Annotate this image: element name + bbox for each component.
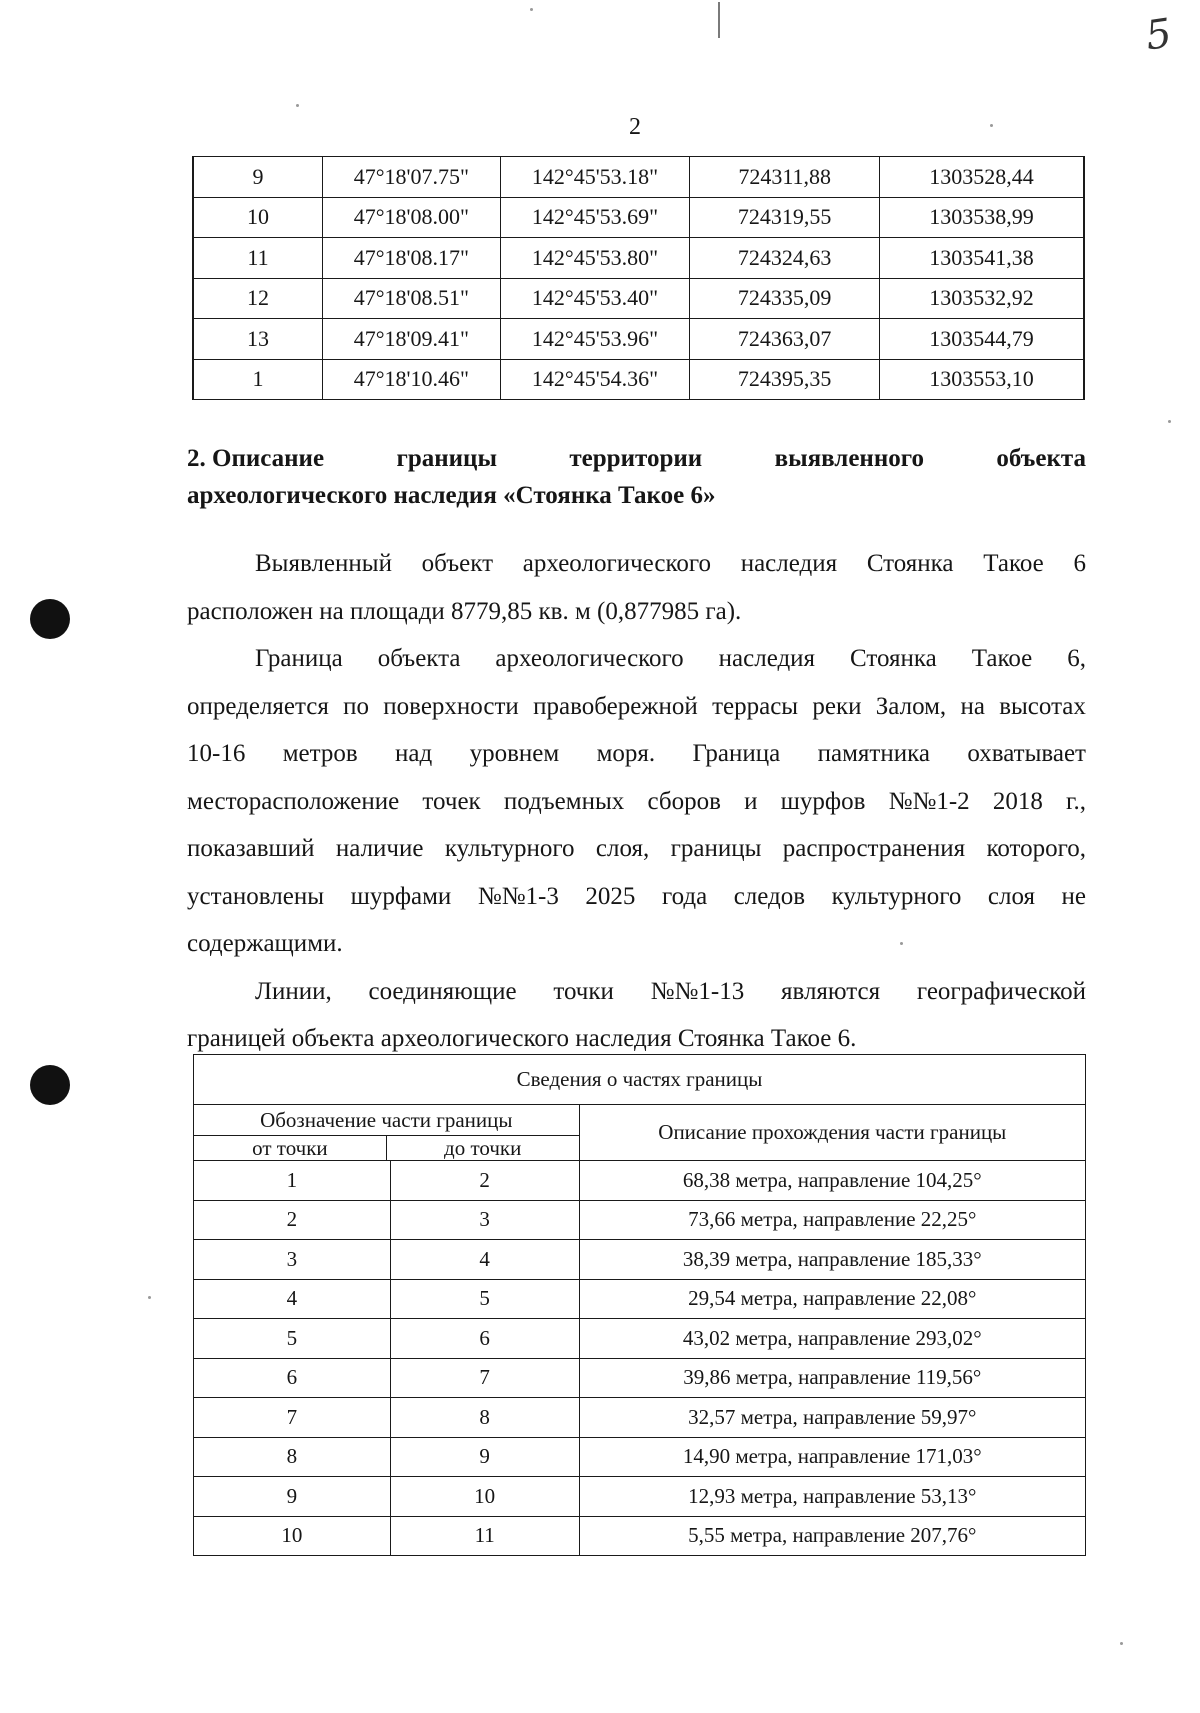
punch-hole (30, 1065, 70, 1105)
text-word: метров (282, 740, 358, 767)
x-coordinate-cell: 724335,09 (690, 278, 880, 319)
x-coordinate-cell: 724395,35 (690, 359, 880, 400)
text-word: наличие (335, 835, 424, 862)
text-word: шурфами (350, 882, 452, 910)
text-word: установлены (187, 882, 325, 910)
to-point-cell: 7 (390, 1358, 579, 1398)
punch-hole (30, 599, 70, 639)
description-header: Описание прохождения части границы (579, 1105, 1085, 1161)
to-point-cell: 6 (390, 1319, 579, 1359)
text-line (187, 540, 1086, 588)
from-point-cell: 7 (194, 1398, 391, 1438)
text-word: реки (812, 692, 862, 720)
y-coordinate-cell: 1303541,38 (879, 238, 1084, 279)
text-word: 6, (1067, 645, 1086, 672)
text-word: года (661, 882, 708, 910)
from-point-cell: 9 (194, 1477, 391, 1517)
table-row (194, 1279, 1086, 1319)
text-line: расположен на площади 8779,85 кв. м (0,877985 га). (187, 597, 742, 625)
heading-word: выявленного (774, 445, 924, 472)
text-line (187, 873, 1086, 921)
heading-word: объекта (996, 445, 1086, 472)
y-coordinate-cell: 1303532,92 (879, 278, 1084, 319)
paragraph-boundary (187, 635, 1086, 968)
text-word: объекта (377, 645, 461, 672)
table-row (193, 319, 1084, 360)
x-coordinate-cell: 724319,55 (690, 197, 880, 238)
group-header: Обозначение части границы (194, 1105, 579, 1136)
text-word: высотах (999, 692, 1086, 720)
scan-speck (990, 124, 993, 127)
latitude-cell: 47°18'08.00" (322, 197, 500, 238)
text-line (187, 825, 1086, 873)
text-word: определяется (187, 692, 329, 720)
text-word: 10-16 (187, 740, 246, 767)
table-row (194, 1516, 1086, 1556)
table-row (194, 1200, 1086, 1240)
table-row (193, 157, 1084, 198)
from-point-cell: 10 (194, 1516, 391, 1556)
table-caption: Сведения о частях границы (194, 1055, 1086, 1105)
from-point-cell: 1 (194, 1161, 391, 1201)
text-word: моря. (596, 740, 656, 767)
description-cell: 12,93 метра, направление 53,13° (579, 1477, 1085, 1517)
text-word: месторасположение (187, 787, 400, 815)
scan-mark (718, 2, 720, 38)
scan-speck (148, 1296, 151, 1299)
table-row (194, 1240, 1086, 1280)
text-line (187, 635, 1086, 683)
text-word: Такое (983, 550, 1044, 577)
from-point-cell: 8 (194, 1437, 391, 1477)
longitude-cell: 142°45'53.40" (500, 278, 690, 319)
text-word: №№1-2 (888, 787, 970, 815)
boundary-parts-table (193, 1054, 1086, 1556)
to-point-cell: 2 (390, 1161, 579, 1201)
text-word: показавший (187, 835, 315, 862)
from-point-cell: 5 (194, 1319, 391, 1359)
scan-speck (530, 8, 533, 11)
from-point-cell: 2 (194, 1200, 391, 1240)
text-word: слоя, (595, 835, 650, 862)
point-number-cell: 10 (193, 197, 322, 238)
text-word: террасы (712, 692, 799, 720)
text-line (187, 778, 1086, 826)
to-point-cell: 9 (390, 1437, 579, 1477)
to-point-cell: 11 (390, 1516, 579, 1556)
text-word: культурного (831, 882, 962, 910)
point-number-cell: 13 (193, 319, 322, 360)
text-word: Граница (255, 645, 343, 672)
description-cell: 14,90 метра, направление 171,03° (579, 1437, 1085, 1477)
text-word: Залом, (875, 692, 947, 720)
text-word: и (744, 787, 758, 815)
text-word: уровнем (469, 740, 560, 767)
text-line: содержащими. (187, 930, 343, 957)
text-word: слоя (987, 882, 1035, 910)
table-row (194, 1398, 1086, 1438)
table-row (193, 359, 1084, 400)
scan-speck (1120, 1642, 1123, 1645)
text-word: Стоянка (866, 550, 954, 577)
text-word: культурного (444, 835, 575, 862)
latitude-cell: 47°18'09.41" (322, 319, 500, 360)
text-word: по (343, 692, 370, 720)
description-cell: 39,86 метра, направление 119,56° (579, 1358, 1085, 1398)
from-point-cell: 3 (194, 1240, 391, 1280)
text-word: подъемных (503, 787, 625, 815)
to-point-cell: 10 (390, 1477, 579, 1517)
longitude-cell: 142°45'53.80" (500, 238, 690, 279)
text-word: наследия (718, 645, 816, 672)
heading-word: границы (396, 445, 497, 472)
text-word: являются (780, 977, 881, 1005)
text-word: Такое (971, 645, 1033, 672)
longitude-cell: 142°45'53.69" (500, 197, 690, 238)
to-point-cell: 8 (390, 1398, 579, 1438)
scan-speck (900, 942, 903, 945)
text-word: Выявленный (255, 550, 392, 577)
text-word: Линии, (255, 977, 332, 1005)
text-word: Граница (692, 740, 781, 767)
paragraph-area (187, 540, 1086, 635)
point-number-cell: 1 (193, 359, 322, 400)
text-word: археологического (522, 550, 711, 577)
x-coordinate-cell: 724363,07 (690, 319, 880, 360)
text-word: шурфов (780, 787, 866, 815)
longitude-cell: 142°45'53.96" (500, 319, 690, 360)
table-row (194, 1437, 1086, 1477)
page-number: 2 (629, 114, 641, 140)
to-point-cell: 3 (390, 1200, 579, 1240)
section-heading-line2: археологического наследия «Стоянка Такое 6» (187, 482, 716, 509)
text-word: археологического (495, 645, 684, 672)
heading-word: территории (569, 445, 703, 472)
text-word: памятника (817, 740, 930, 767)
latitude-cell: 47°18'08.17" (322, 238, 500, 279)
description-cell: 32,57 метра, направление 59,97° (579, 1398, 1085, 1438)
from-point-header: от точки (194, 1136, 387, 1160)
point-number-cell: 11 (193, 238, 322, 279)
y-coordinate-cell: 1303528,44 (879, 157, 1084, 198)
text-word: следов (733, 882, 806, 910)
description-cell: 68,38 метра, направление 104,25° (579, 1161, 1085, 1201)
text-line: границей объекта археологического наследия Стоянка Такое 6. (187, 1025, 857, 1052)
table-row (194, 1477, 1086, 1517)
table-row (193, 197, 1084, 238)
text-line (187, 683, 1086, 731)
text-word: не (1061, 882, 1086, 910)
text-word: поверхности (383, 692, 519, 720)
text-word: наследия (740, 550, 838, 577)
text-word: географической (916, 977, 1086, 1005)
text-word: объект (421, 550, 494, 577)
coordinates-table (192, 156, 1085, 400)
text-word: №№1-3 (477, 882, 559, 910)
text-word: №№1-13 (650, 977, 745, 1005)
table-row (193, 278, 1084, 319)
body-text (187, 540, 1086, 1063)
text-word: границы (670, 835, 762, 862)
text-line (187, 968, 1086, 1016)
to-point-header: до точки (444, 1136, 522, 1160)
from-point-cell: 6 (194, 1358, 391, 1398)
text-word: 6 (1073, 550, 1086, 577)
table-row (193, 238, 1084, 279)
part-designation-header (194, 1105, 580, 1161)
y-coordinate-cell: 1303553,10 (879, 359, 1084, 400)
text-word: охватывает (967, 740, 1086, 767)
scan-speck (1168, 420, 1171, 423)
text-word: на (960, 692, 985, 720)
text-word: точки (553, 977, 614, 1005)
section-heading-line1 (187, 440, 1086, 477)
text-word: распространения (782, 835, 966, 862)
heading-word: 2. Описание (187, 445, 325, 472)
scan-speck (296, 104, 299, 107)
y-coordinate-cell: 1303538,99 (879, 197, 1084, 238)
text-word: Стоянка (850, 645, 937, 672)
x-coordinate-cell: 724311,88 (690, 157, 880, 198)
text-word: 2018 (992, 787, 1043, 815)
longitude-cell: 142°45'54.36" (500, 359, 690, 400)
description-cell: 73,66 метра, направление 22,25° (579, 1200, 1085, 1240)
latitude-cell: 47°18'08.51" (322, 278, 500, 319)
table-row (194, 1358, 1086, 1398)
section-heading (187, 440, 1086, 514)
paragraph-lines (187, 968, 1086, 1063)
description-cell: 29,54 метра, направление 22,08° (579, 1279, 1085, 1319)
text-word: сборов (647, 787, 721, 815)
from-point-cell: 4 (194, 1279, 391, 1319)
description-cell: 5,55 метра, направление 207,76° (579, 1516, 1085, 1556)
y-coordinate-cell: 1303544,79 (879, 319, 1084, 360)
text-word: соединяющие (368, 977, 517, 1005)
longitude-cell: 142°45'53.18" (500, 157, 690, 198)
text-word: точек (422, 787, 481, 815)
text-line (187, 730, 1086, 778)
table-row (194, 1319, 1086, 1359)
handwritten-page-number: 5 (1142, 10, 1175, 60)
point-number-cell: 12 (193, 278, 322, 319)
latitude-cell: 47°18'10.46" (322, 359, 500, 400)
point-number-cell: 9 (193, 157, 322, 198)
description-cell: 38,39 метра, направление 185,33° (579, 1240, 1085, 1280)
text-word: правобережной (533, 692, 698, 720)
text-word: 2025 (585, 882, 636, 910)
to-point-cell: 4 (390, 1240, 579, 1280)
text-word: над (395, 740, 433, 767)
table-row (194, 1161, 1086, 1201)
description-cell: 43,02 метра, направление 293,02° (579, 1319, 1085, 1359)
text-word: которого, (986, 835, 1086, 862)
text-word: г., (1066, 787, 1086, 815)
latitude-cell: 47°18'07.75" (322, 157, 500, 198)
to-point-cell: 5 (390, 1279, 579, 1319)
x-coordinate-cell: 724324,63 (690, 238, 880, 279)
